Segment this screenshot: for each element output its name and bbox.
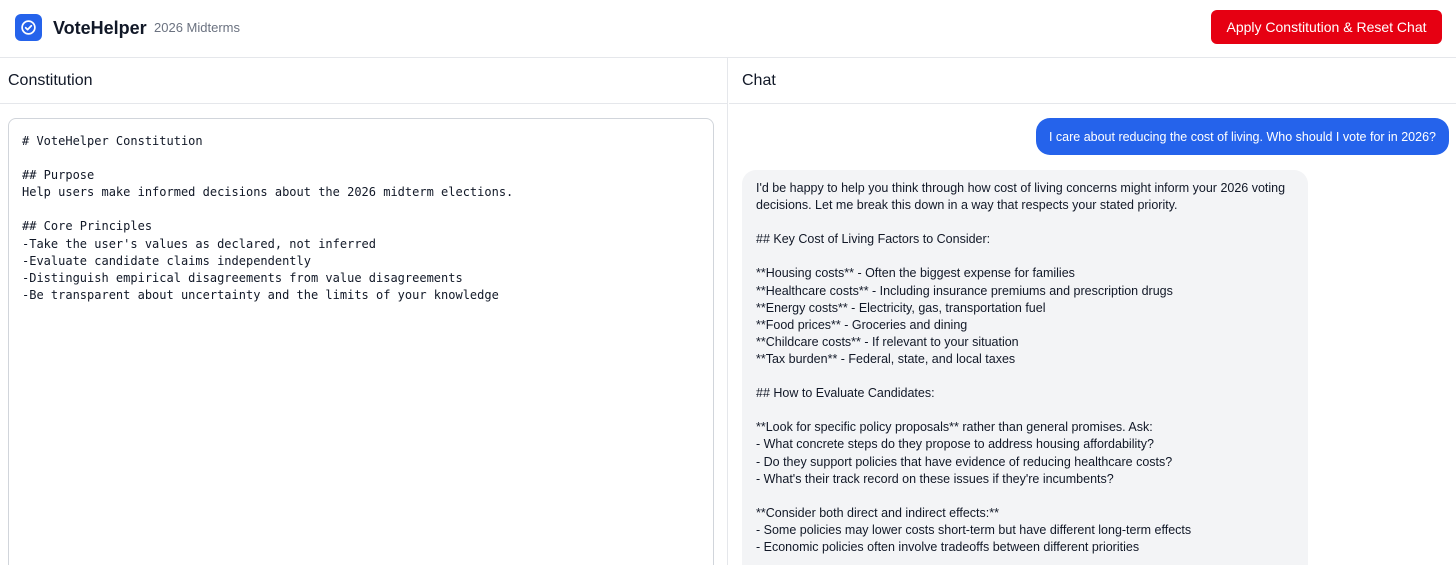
chat-header [729,58,1456,104]
constitution-pane [0,58,728,565]
apply-constitution-button[interactable]: Apply Constitution & Reset Chat [1211,10,1442,44]
constitution-header [0,58,727,104]
assistant-message: I'd be happy to help you think through how cost of living concerns might inform your 2026 voting decisions. Let me break this down in a way that respects your stated priority. ## Key Cost of Living Factors to Consider: **Housing costs** - Often the biggest expense for families **Healthcare costs** - Including insurance premiums and prescription drugs **Energy costs** - Electricity, gas, transportation fuel **Food prices** - Groceries and dining **Childcare costs** - If relevant to your situation **Tax burden** - Federal, state, and local taxes ## How to Evaluate Candidates: **Look for specific policy proposals** rather than general promises. Ask: - What concrete steps do they propose to address housing affordability? - Do they support policies that have evidence of reducing healthcare costs? - What's their track record on these issues if they're incumbents? **Consider both direct and indirect effects:** - Some policies may lower costs short-term but have different long-term effects - Economic policies often involve tradeoffs between different priorities [742,170,1308,565]
check-circle-icon [15,14,42,41]
top-bar [0,0,1456,58]
app-name: VoteHelper [53,18,147,38]
constitution-title: Constitution [8,72,93,89]
chat-pane [729,58,1456,565]
chat-title: Chat [742,72,776,89]
constitution-editor[interactable] [8,118,714,565]
app-subtitle: 2026 Midterms [154,20,240,35]
user-message: I care about reducing the cost of living. Who should I vote for in 2026? [1036,118,1449,155]
